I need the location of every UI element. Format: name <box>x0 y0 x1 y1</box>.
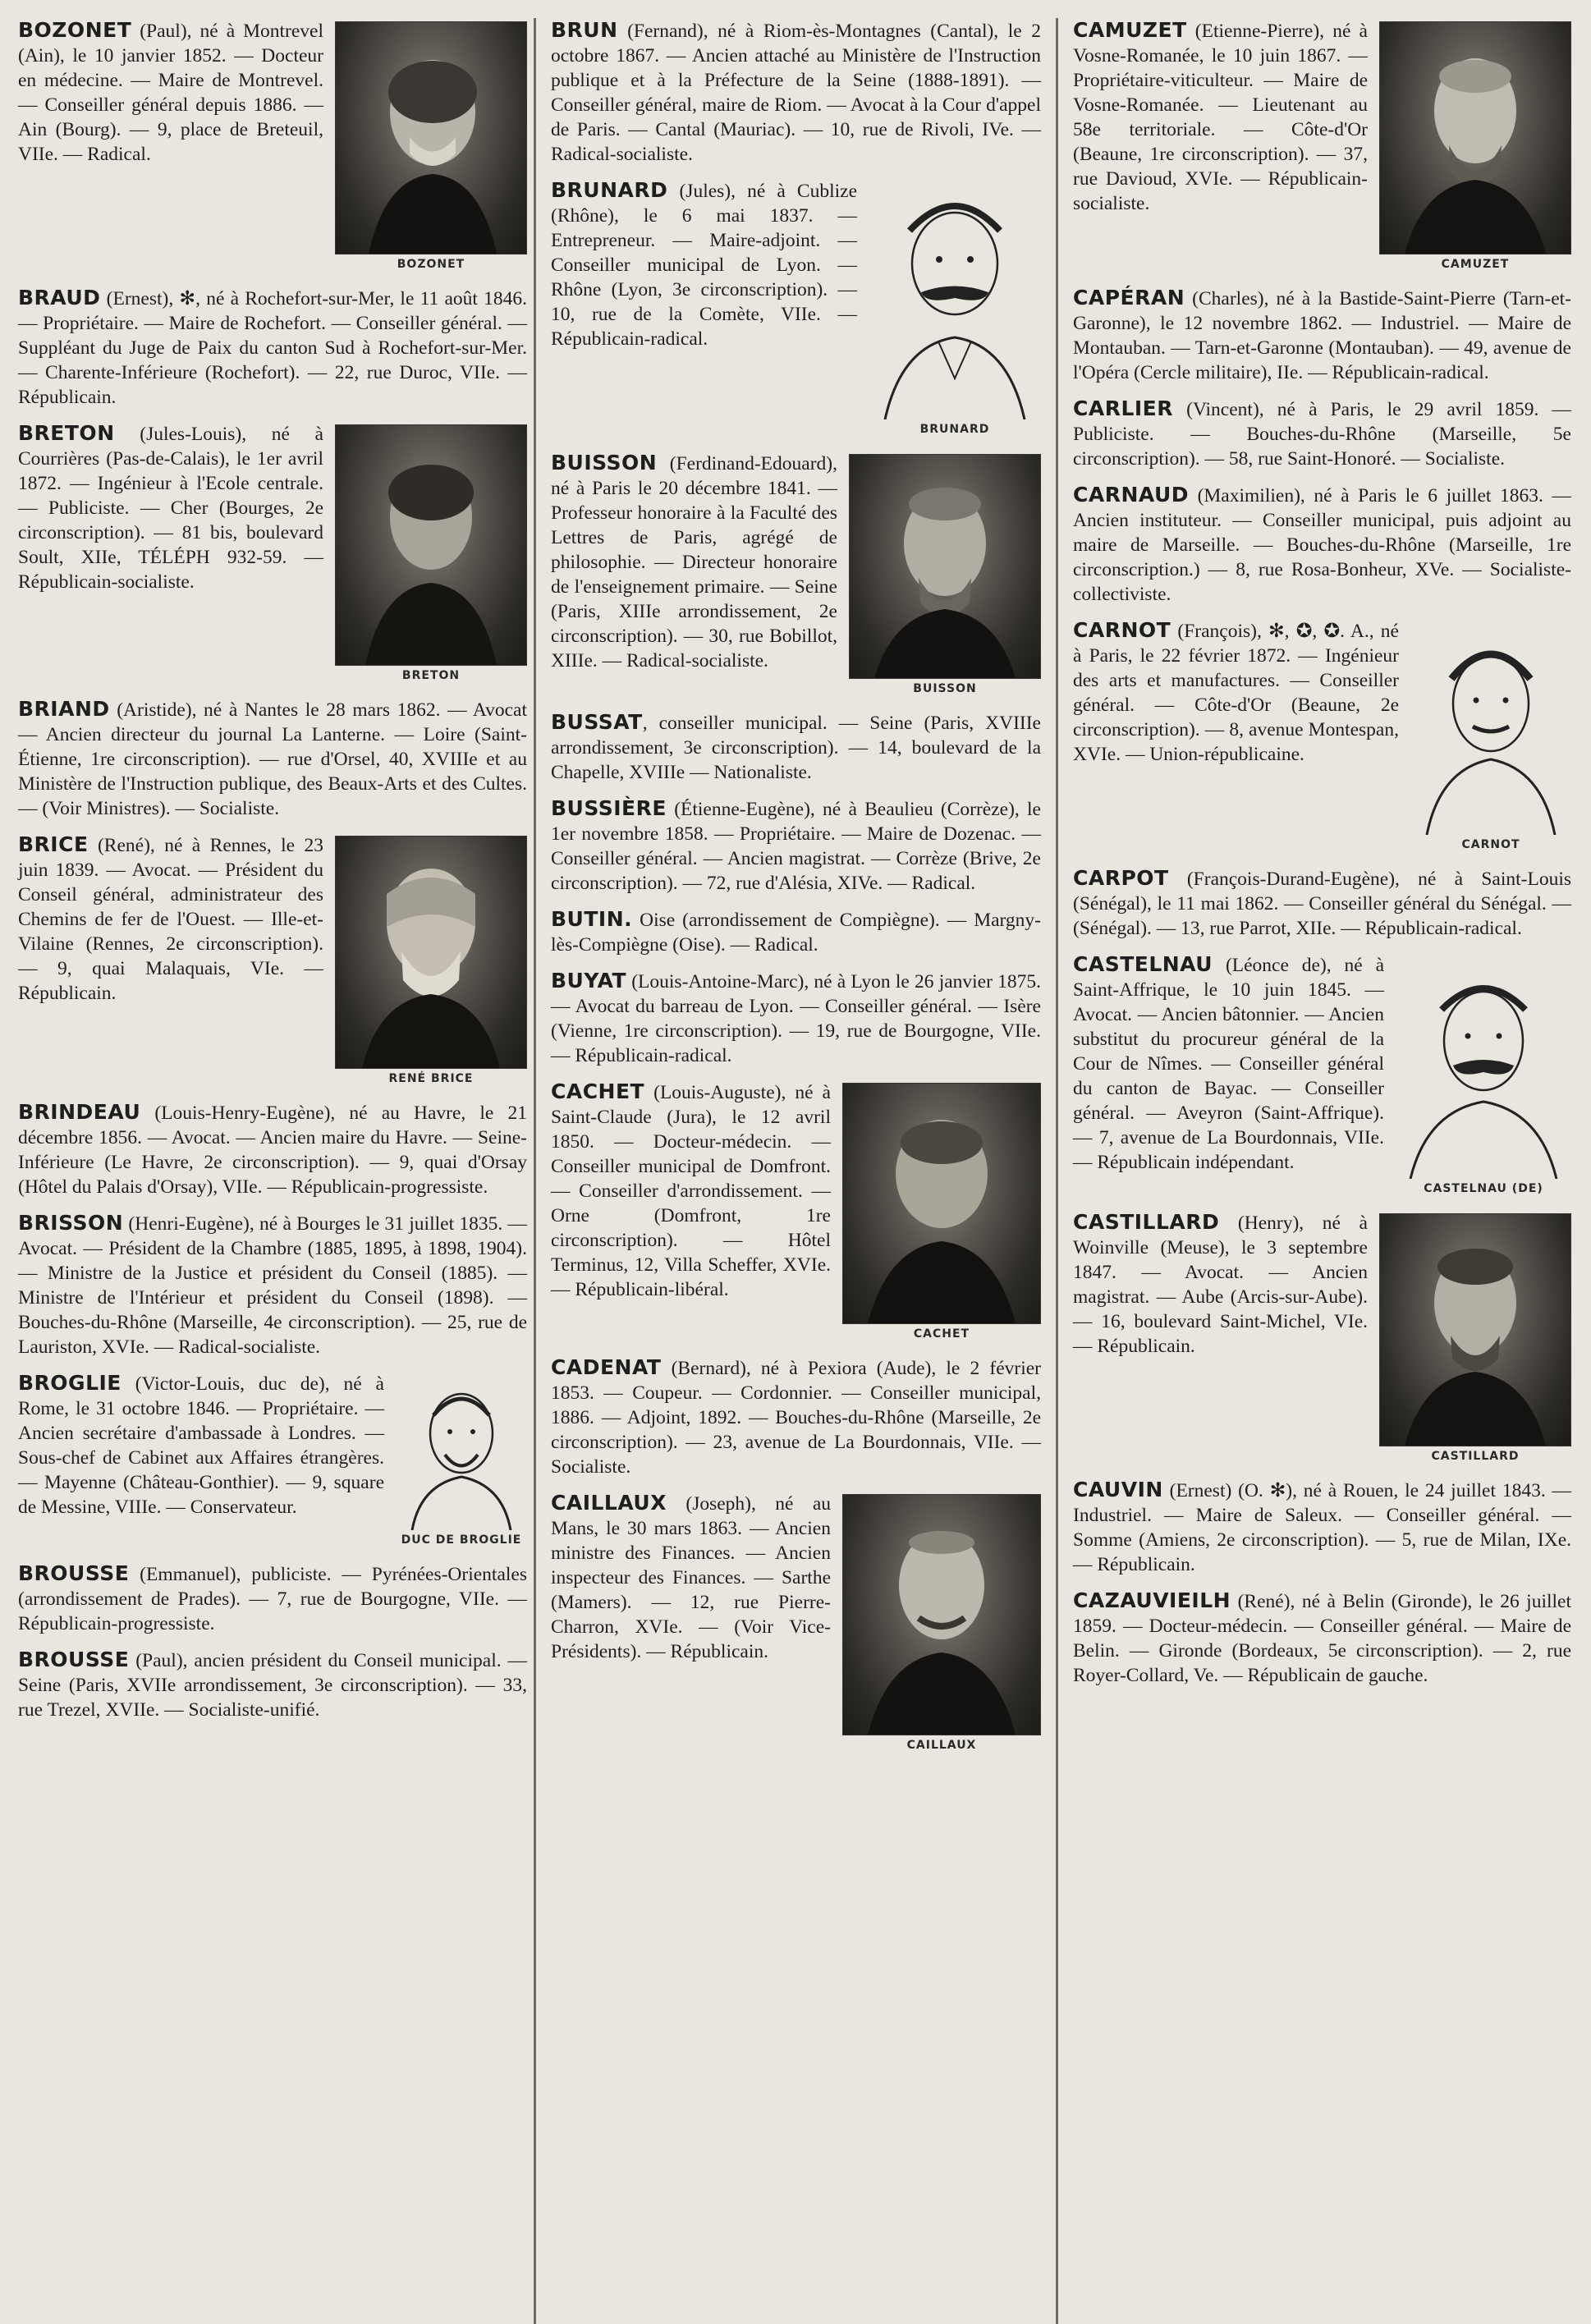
entry-briand <box>18 697 527 821</box>
figure-broglie <box>396 1374 527 1547</box>
portrait-caption: CARNOT <box>1461 838 1520 851</box>
entry-cachet <box>551 1079 1041 1344</box>
entry-name: CASTELNAU <box>1073 952 1213 976</box>
entry-text: (Ferdinand-Edouard), né à Paris le 20 décembre 1841. — Professeur honoraire à la Faculté des Lettres de Paris, agrégé de philosophie. — Directeur honoraire de l'enseignement primaire. — Seine (Paris, XIIIe arrondissement, 2e circonscription). — 30, rue Bobillot, XIIIe. — Radical-socialiste. <box>551 453 837 672</box>
entry-brunard <box>551 178 1041 439</box>
portrait-caption: BOZONET <box>397 258 465 271</box>
portrait-engraving <box>396 1374 527 1530</box>
entry-name: CAUVIN <box>1073 1478 1163 1501</box>
entry-cadenat <box>551 1355 1041 1479</box>
entry-castillard <box>1073 1210 1571 1466</box>
entry-brun <box>551 18 1041 167</box>
portrait-engraving <box>869 181 1041 419</box>
entry-text: (François-Durand-Eugène), né à Saint-Louis (Sénégal), le 11 mai 1862. — Conseiller général du Sénégal. — (Sénégal). — 13, rue Parrot, XIIe. — Républicain-radical. <box>1073 869 1571 939</box>
entry-name: BOZONET <box>18 18 132 42</box>
entry-text: (Aristide), né à Nantes le 28 mars 1862. — Avocat — Ancien directeur du journal La Lanterne. — Loire (Saint-Étienne, 1re circonscription). — rue d'Orsel, 40, XVIIIe et au Ministère de l'Instruction publique, des Beaux-Arts et des Cultes. — (Voir Ministres). — Socialiste. <box>18 699 527 819</box>
entry-text: (Bernard), né à Pexiora (Aude), le 2 février 1853. — Coupeur. — Cordonnier. — Conseiller municipal, 1886. — Adjoint, 1892. — Bouches-du-Rhône (Marseille, 2e circonscription). — 23, avenue de La Bourdonnais, VIIe. — Socialiste. <box>551 1358 1041 1478</box>
entry-camuzet <box>1073 18 1571 274</box>
entry-carnaud <box>1073 483 1571 607</box>
entry-text: (Jules), né à Cublize (Rhône), le 6 mai 1837. — Entrepreneur. — Maire-adjoint. — Conseiller municipal de Lyon. — Rhône (Lyon, 3e circonscription). — 10, rue de la Comète, VIIe. — Républicain-radical. <box>551 181 857 350</box>
entry-text: (Fernand), né à Riom-ès-Montagnes (Cantal), le 2 octobre 1867. — Ancien attaché au Ministère de l'Instruction publique et à la Préfecture de la Seine (1888-1891). — Conseiller général, maire de Riom. — Avocat à la Cour d'appel de Paris. — Cantal (Mauriac). — 10, rue de Rivoli, IVe. — Radical-socialiste. <box>551 21 1041 165</box>
entry-text: (Louis-Henry-Eugène), né au Havre, le 21 décembre 1856. — Avocat. — Ancien maire du Havre. — Seine-Inférieure (Le Havre, 2e circonscription). — 9, quai d'Orsay (Hôtel du Palais d'Orsay), VIIe. — Républicain-progressiste. <box>18 1102 527 1198</box>
entry-name: CARNOT <box>1073 618 1171 642</box>
entry-bozonet <box>18 18 527 274</box>
entry-text: (Étienne-Eugène), né à Beaulieu (Corrèze), le 1er novembre 1858. — Propriétaire. — Maire de Dozenac. — Conseiller général. — Ancien magistrat. — Corrèze (Brive, 2e circonscription). — 72, rue d'Alésia, XIVe. — Radical. <box>551 799 1041 894</box>
entry-text: (Jules-Louis), né à Courrières (Pas-de-Calais), le 1er avril 1872. — Ingénieur à l'Ecole centrale. — Publiciste. — Cher (Bourges, 2e circonscription). — 81 bis, boulevard Soult, XIIe, TÉLÉPH 932-59. — Républicain-socialiste. <box>18 424 323 593</box>
entry-bussat <box>551 710 1041 785</box>
column-1 <box>11 18 534 2324</box>
figure-camuzet <box>1379 21 1571 271</box>
entry-text: (Joseph), né au Mans, le 30 mars 1863. — Ancien ministre des Finances. — Ancien inspecteur des Finances. — Sarthe (Mamers). — 12, rue Pierre-Charron, XVIe. — (Voir Vice-Présidents). — Républicain. <box>551 1493 831 1662</box>
portrait-photo <box>1379 21 1571 254</box>
entry-text: (Henry), né à Woinville (Meuse), le 3 septembre 1847. — Avocat. — Ancien magistrat. — Aube (Arcis-sur-Aube). — 16, boulevard Saint-Michel, VIe. — Républicain. <box>1073 1212 1368 1357</box>
entry-cazauvieilh <box>1073 1588 1571 1688</box>
entry-name: BRUN <box>551 18 618 42</box>
entry-text: (Ernest), ✻, né à Rochefort-sur-Mer, le 11 août 1846. — Propriétaire. — Maire de Rochefort. — Conseiller général. — Suppléant du Juge de Paix du canton Sud à Rochefort-sur-Mer. — Charente-Inférieure (Rochefort). — 22, rue Duroc, VIIe. — Républicain. <box>18 288 527 408</box>
entry-name: BRAUD <box>18 286 101 309</box>
entry-name: CARPOT <box>1073 866 1169 890</box>
entry-text: (François), ✻, ✪, ✪. A., né à Paris, le 22 février 1872. — Ingénieur des arts et manufactures. — Conseiller général. — Côte-d'Or (Beaune, 2e circonscription). — 8, avenue Montespan, XVIe. — Union-républicaine. <box>1073 621 1399 765</box>
entry-breton <box>18 421 527 685</box>
portrait-caption: CAMUZET <box>1441 258 1510 271</box>
portrait-engraving <box>1410 621 1571 835</box>
portrait-caption: CAILLAUX <box>906 1739 977 1752</box>
entry-name: CARNAUD <box>1073 483 1189 507</box>
portrait-photo <box>842 1083 1041 1324</box>
column-2 <box>534 18 1056 2324</box>
portrait-photo <box>335 424 527 666</box>
entry-braud <box>18 286 527 410</box>
entry-name: CAZAUVIEILH <box>1073 1588 1231 1612</box>
entry-broglie <box>18 1371 527 1550</box>
entry-name: BUISSON <box>551 451 658 474</box>
entry-text: (Louis-Auguste), né à Saint-Claude (Jura), le 12 avril 1850. — Docteur-médecin. — Conseiller municipal de Domfront. — Conseiller d'arrondissement. — Orne (Domfront, 1re circonscription). — Hôtel Terminus, 12, Villa Scheffer, XVIe. — Républicain-libéral. <box>551 1082 831 1300</box>
entry-text: (Charles), né à la Bastide-Saint-Pierre (Tarn-et-Garonne), le 12 novembre 1862. — Industriel. — Maire de Montauban. — Tarn-et-Garonne (Montauban). — 49, avenue de l'Opéra (Cercle militaire), IIe. — Républicain-radical. <box>1073 288 1571 383</box>
portrait-caption: BRUNARD <box>919 423 990 436</box>
entry-name: BRETON <box>18 421 115 445</box>
figure-brunard <box>869 181 1041 436</box>
entry-text: (Ernest) (O. ✻), né à Rouen, le 24 juillet 1843. — Industriel. — Maire de Saleux. — Conseiller général. — Somme (Amiens, 2e circonscription). — 5, rue de Milan, IXe. — Républicain. <box>1073 1480 1571 1575</box>
entry-carpot <box>1073 866 1571 941</box>
figure-bozonet <box>335 21 527 271</box>
portrait-caption: DUC DE BROGLIE <box>401 1533 522 1547</box>
entry-text: (Victor-Louis, duc de), né à Rome, le 31 octobre 1846. — Propriétaire. — Ancien secrétaire d'ambassade à Londres. — Sous-chef de Cabinet aux Affaires étrangères. — Mayenne (Château-Gonthier). — 9, square de Messine, VIIIe. — Conservateur. <box>18 1373 384 1518</box>
entry-name: CARLIER <box>1073 397 1174 420</box>
figure-cachet <box>842 1083 1041 1341</box>
column-3 <box>1056 18 1578 2324</box>
figure-buisson <box>849 454 1041 695</box>
figure-breton <box>335 424 527 682</box>
entry-caillaux <box>551 1491 1041 1755</box>
entry-name: BUSSAT <box>551 710 643 734</box>
entry-name: BUTIN. <box>551 907 633 931</box>
figure-caillaux <box>842 1494 1041 1752</box>
portrait-photo <box>842 1494 1041 1735</box>
figure-castelnau <box>1396 956 1571 1195</box>
portrait-photo <box>335 836 527 1069</box>
entry-name: BRICE <box>18 832 89 856</box>
entry-name: BRINDEAU <box>18 1100 141 1124</box>
entry-brousse-emmanuel <box>18 1561 527 1636</box>
portrait-photo <box>849 454 1041 679</box>
entry-name: CAILLAUX <box>551 1491 667 1515</box>
entry-cauvin <box>1073 1478 1571 1577</box>
entry-carlier <box>1073 397 1571 471</box>
entry-name: BROUSSE <box>18 1561 130 1585</box>
portrait-engraving <box>1396 956 1571 1179</box>
portrait-caption: BUISSON <box>913 682 977 695</box>
entry-brisson <box>18 1211 527 1359</box>
entry-text: (Etienne-Pierre), né à Vosne-Romanée, le 10 juin 1867. — Propriétaire-viticulteur. — Maire de Vosne-Romanée. — Lieutenant au 58e territoriale. — Côte-d'Or (Beaune, 1re circonscription). — 37, rue Davioud, XVIe. — Républicain-socialiste. <box>1073 21 1368 214</box>
entry-caperan <box>1073 286 1571 385</box>
entry-text: (Emmanuel), publiciste. — Pyrénées-Orientales (arrondissement de Prades). — 7, rue de Bourgogne, VIIe. — Républicain-progressiste. <box>18 1564 527 1634</box>
entry-carnot <box>1073 618 1571 855</box>
entry-buisson <box>551 451 1041 699</box>
figure-carnot <box>1410 621 1571 851</box>
entry-bussiere <box>551 796 1041 896</box>
entry-name: BROGLIE <box>18 1371 122 1395</box>
entry-text: , conseiller municipal. — Seine (Paris, XVIIIe arrondissement, 3e circonscription). — 14, boulevard de la Chapelle, XVIIIe — Nationaliste. <box>551 713 1041 783</box>
entry-text: (René), né à Rennes, le 23 juin 1839. — Avocat. — Président du Conseil général, administrateur des Chemins de fer de l'Ouest. — Ille-et-Vilaine (Rennes, 2e circonscription). — 9, quai Malaquais, VIe. — Républicain. <box>18 835 323 1004</box>
portrait-caption: CASTILLARD <box>1431 1450 1520 1463</box>
portrait-photo <box>335 21 527 254</box>
entry-name: CAPÉRAN <box>1073 286 1185 309</box>
entry-text: Oise (arrondissement de Compiègne). — Margny-lès-Compiègne (Oise). — Radical. <box>551 910 1041 956</box>
portrait-caption: CACHET <box>913 1327 970 1341</box>
entry-name: BROUSSE <box>18 1648 130 1671</box>
entry-castelnau <box>1073 952 1571 1199</box>
entry-text: (Léonce de), né à Saint-Affrique, le 10 juin 1845. — Avocat. — Ancien bâtonnier. — Ancien substitut du procureur général de la Cour de Nîmes. — Conseiller général du canton de Bayac. — Conseiller général. — Aveyron (Saint-Affrique). — 7, avenue de La Bourdonnais, VIIe. — Républicain indépendant. <box>1073 955 1384 1173</box>
entry-butin <box>551 907 1041 957</box>
entry-name: BRISSON <box>18 1211 124 1235</box>
figure-brice <box>335 836 527 1085</box>
figure-castillard <box>1379 1213 1571 1463</box>
portrait-caption: BRETON <box>401 669 461 682</box>
entry-buyat <box>551 969 1041 1068</box>
entry-brice <box>18 832 527 1089</box>
entry-text: (Louis-Antoine-Marc), né à Lyon le 26 janvier 1875. — Avocat du barreau de Lyon. — Conseiller général. — Isère (Vienne, 1re circonscription). — 19, rue de Bourgogne, VIIe. — Républicain-radical. <box>551 971 1041 1066</box>
entry-brousse-paul <box>18 1648 527 1722</box>
portrait-photo <box>1379 1213 1571 1446</box>
portrait-caption: RENÉ BRICE <box>388 1072 474 1085</box>
entry-text: (Henri-Eugène), né à Bourges le 31 juillet 1835. — Avocat. — Président de la Chambre (1885, 1895, à 1898, 1904). — Ministre de la Justice et président du Conseil (1885). — Ministre de l'Intérieur et président du Conseil (1898). — Bouches-du-Rhône (Marseille, 4e circonscription). — 25, rue de Lauriston, XVIe. — Radical-socialiste. <box>18 1213 527 1358</box>
entry-brindeau <box>18 1100 527 1199</box>
entry-name: CACHET <box>551 1079 645 1103</box>
entry-name: CADENAT <box>551 1355 662 1379</box>
entry-name: CASTILLARD <box>1073 1210 1220 1234</box>
entry-text: (Maximilien), né à Paris le 6 juillet 1863. — Ancien instituteur. — Conseiller municipal, puis adjoint au maire de Marseille. — Bouches-du-Rhône (Marseille, 1re circonscription.) — 8, rue Rosa-Bonheur, XVe. — Socialiste-collectiviste. <box>1073 485 1571 605</box>
entry-text: (Vincent), né à Paris, le 29 avril 1859. — Publiciste. — Bouches-du-Rhône (Marseille, 5e circonscription). — 58, rue Saint-Honoré. — Socialiste. <box>1073 399 1571 470</box>
entry-name: BUSSIÈRE <box>551 796 667 820</box>
entry-name: BRIAND <box>18 697 110 721</box>
portrait-caption: CASTELNAU (DE) <box>1424 1182 1543 1195</box>
entry-text: (Paul), né à Montrevel (Ain), le 10 janvier 1852. — Docteur en médecine. — Maire de Montrevel. — Conseiller général depuis 1886. — Ain (Bourg). — 9, place de Breteuil, VIIe. — Radical. <box>18 21 323 165</box>
entry-name: BUYAT <box>551 969 627 992</box>
entry-text: (René), né à Belin (Gironde), le 26 juillet 1859. — Docteur-médecin. — Conseiller général. — Maire de Belin. — Gironde (Bordeaux, 5e circonscription). — 2, rue Royer-Collard, Ve. — Républicain de gauche. <box>1073 1591 1571 1686</box>
entry-name: CAMUZET <box>1073 18 1187 42</box>
entry-text: (Paul), ancien président du Conseil municipal. — Seine (Paris, XVIIe arrondissement, 3e circonscription). — 33, rue Trezel, XVIIe. — Socialiste-unifié. <box>18 1650 527 1721</box>
entry-name: BRUNARD <box>551 178 668 202</box>
